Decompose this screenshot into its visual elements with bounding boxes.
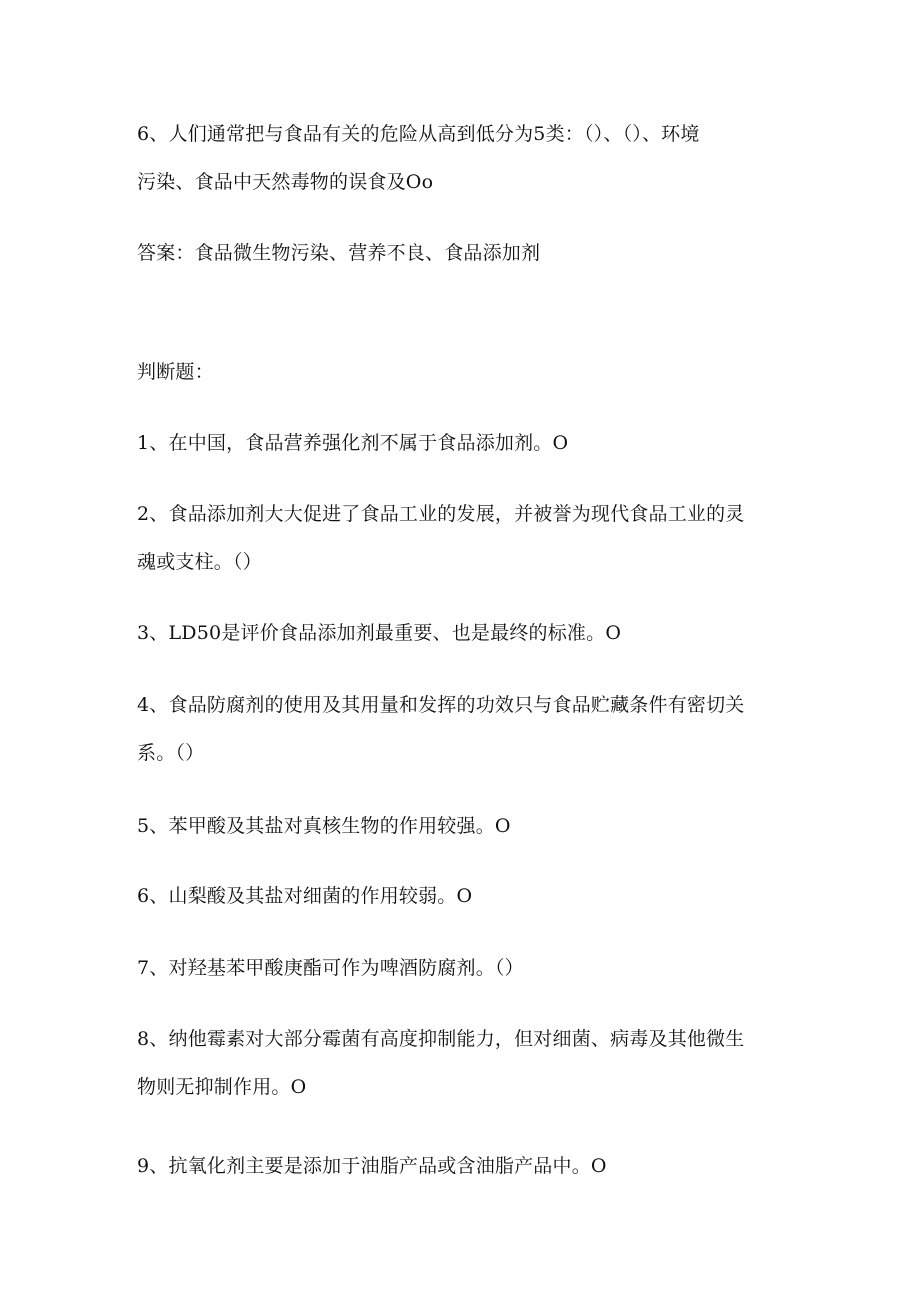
judgment-2-line-1: 2、食品添加剂大大促进了食品工业的发展，并被誉为现代食品工业的灵 — [137, 503, 745, 525]
section-heading: 判断题： — [137, 361, 214, 383]
judgment-8-line-2: 物则无抑制作用。O — [137, 1076, 307, 1098]
judgment-2-line-2: 魂或支柱。（） — [137, 551, 262, 573]
judgment-1: 1、在中国，食品营养强化剂不属于食品添加剂。O — [137, 432, 569, 454]
judgment-7: 7、对羟基苯甲酸庚酯可作为啤酒防腐剂。（） — [137, 957, 524, 979]
question-6-line-2: 污染、食品中天然毒物的误食及Oo — [137, 171, 434, 193]
judgment-9: 9、抗氧化剂主要是添加于油脂产品或含油脂产品中。O — [137, 1155, 607, 1177]
judgment-6: 6、山梨酸及其盐对细菌的作用较弱。O — [137, 885, 473, 907]
judgment-3: 3、LD50是评价食品添加剂最重要、也是最终的标准。O — [137, 622, 622, 644]
judgment-8-line-1: 8、纳他霉素对大部分霉菌有高度抑制能力，但对细菌、病毒及其他微生 — [137, 1028, 745, 1050]
question-6-line-1: 6、人们通常把与食品有关的危险从高到低分为5类：（）、（）、环境 — [137, 123, 700, 145]
judgment-5: 5、苯甲酸及其盐对真核生物的作用较强。O — [137, 815, 511, 837]
answer-line: 答案：食品微生物污染、营养不良、食品添加剂 — [137, 242, 541, 264]
judgment-4-line-1: 4、食品防腐剂的使用及其用量和发挥的功效只与食品贮藏条件有密切关 — [137, 694, 745, 716]
judgment-4-line-2: 系。（） — [137, 742, 205, 764]
